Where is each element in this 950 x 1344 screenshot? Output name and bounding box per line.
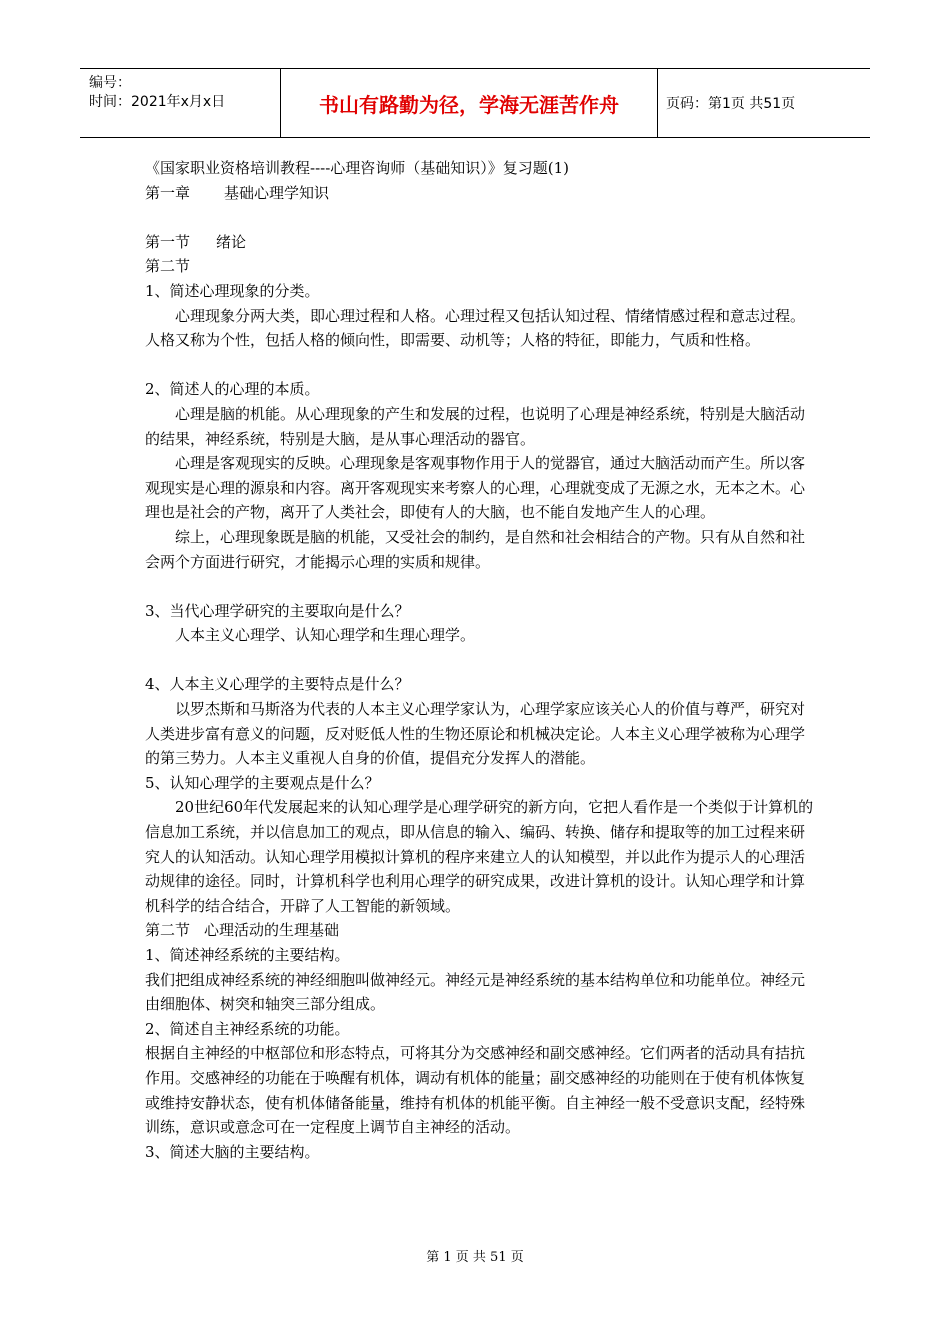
section-heading [145, 918, 815, 943]
section-heading [145, 230, 815, 255]
answer-paragraph: 根据自主神经的中枢部位和形态特点，可将其分为交感神经和副交感神经。它们两者的活动具有拮抗作用。交感神经的功能在于唤醒有机体，调动有机体的能量；副交感神经的功能则在于使有机体恢复或维持安静状态，使有机体储备能量，维持有机体的机能平衡。自主神经一般不受意识支配，经特殊训练，意识或意念可在一定程度上调节自主神经的活动。 [145, 1044, 806, 1137]
header-meta [80, 69, 280, 137]
question: 2、简述自主神经系统的功能。 [145, 1019, 350, 1038]
time-label: 时间：2021年x月x日 [89, 94, 226, 110]
section-name: 绪论 [216, 232, 247, 251]
section-heading: 第二节 [145, 257, 191, 276]
question: 1、简述神经系统的主要结构。 [145, 946, 350, 964]
page-footer: 第 1 页 共 51 页 [426, 1250, 524, 1265]
chapter-name: 基础心理学知识 [224, 183, 330, 202]
header-page-label: 页码：第1页 共51页 [666, 96, 796, 112]
document-body [145, 156, 815, 1164]
chapter-number: 第一章 [145, 183, 191, 202]
question: 3、简述大脑的主要结构。 [145, 1142, 320, 1161]
answer-paragraph: 以罗杰斯和马斯洛为代表的人本主义心理学家认为，心理学家应该关心人的价值与尊严，研究对人类进步富有意义的问题，反对贬低人性的生物还原论和机械决定论。人本主义心理学被称为心理学的第三势力。人本主义重视人自身的价值，提倡充分发挥人的潜能。 [145, 700, 806, 768]
page-header [80, 68, 870, 138]
question: 4、人本主义心理学的主要特点是什么？ [145, 675, 410, 694]
number-label: 编号： [89, 75, 131, 91]
question: 5、认知心理学的主要观点是什么？ [145, 773, 380, 792]
answer-paragraph: 综上，心理现象既是脑的机能，又受社会的制约，是自然和社会相结合的产物。只有从自然和社会两个方面进行研究，才能揭示心理的实质和规律。 [145, 527, 806, 571]
section-number: 第一节 [145, 232, 191, 251]
answer-paragraph: 心理是脑的机能。从心理现象的产生和发展的过程，也说明了心理是神经系统，特别是大脑活动的结果，神经系统，特别是大脑，是从事心理活动的器官。 [145, 404, 806, 448]
answer-paragraph: 心理是客观现实的反映。心理现象是客观事物作用于人的觉器官，通过大脑活动而产生。所以客观现实是心理的源泉和内容。离开客观现实来考察人的心理，心理就变成了无源之水，无本之木。心理也是社会的产物，离开了人类社会，即使有人的大脑，也不能自发地产生人的心理。 [145, 454, 806, 522]
answer-paragraph: 我们把组成神经系统的神经细胞叫做神经元。神经元是神经系统的基本结构单位和功能单位。神经元由细胞体、树突和轴突三部分组成。 [145, 970, 806, 1014]
answer-paragraph: 心理现象分两大类，即心理过程和人格。心理过程又包括认知过程、情绪情感过程和意志过程。人格又称为个性，包括人格的倾向性，即需要、动机等；人格的特征，即能力，气质和性格。 [145, 306, 806, 350]
question: 1、简述心理现象的分类。 [145, 281, 320, 300]
document-title: 《国家职业资格培训教程----心理咨询师（基础知识）》复习题(1) [145, 159, 570, 177]
answer-paragraph: 20世纪60年代发展起来的认知心理学是心理学研究的新方向，它把人看作是一个类似于计算机的信息加工系统，并以信息加工的观点，即从信息的输入、编码、转换、储存和提取等的加工过程来研究人的认知活动。认知心理学用模拟计算机的程序来建立人的认知模型，并以此作为提示人的心理活动规律的途径。同时，计算机科学也利用心理学的研究成果，改进计算机的设计。认知心理学和计算机科学的结合结合，开辟了人工智能的新领域。 [145, 798, 814, 915]
section-name: 心理活动的生理基础 [204, 921, 340, 940]
question: 3、当代心理学研究的主要取向是什么？ [145, 601, 410, 620]
section-number: 第二节 [145, 921, 191, 940]
answer-paragraph: 人本主义心理学、认知心理学和生理心理学。 [175, 626, 476, 645]
question: 2、简述人的心理的本质。 [145, 380, 320, 399]
header-motto: 书山有路勤为径，学海无涯苦作舟 [280, 69, 658, 137]
chapter-heading [145, 181, 815, 206]
